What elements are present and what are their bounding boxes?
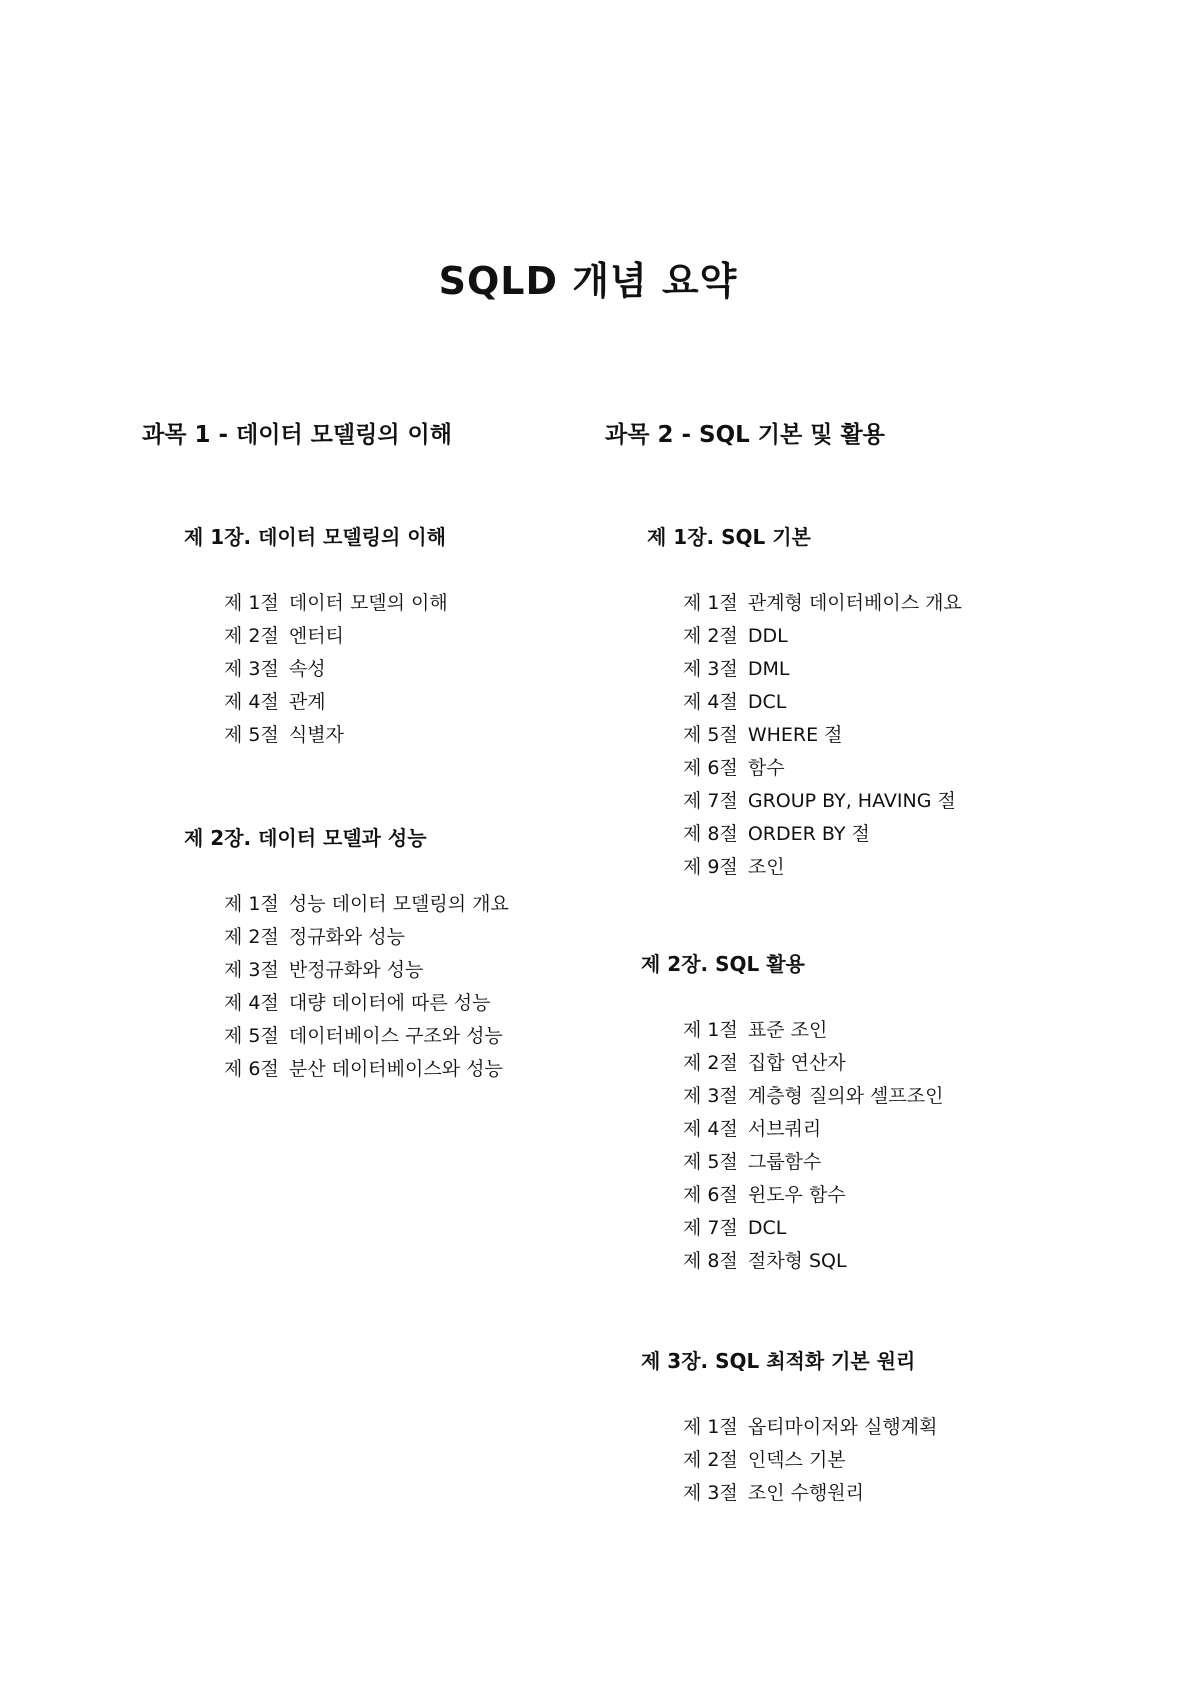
section-item [605, 686, 1075, 719]
section-number: 제 2절 [683, 1052, 738, 1074]
subject-1-column [142, 420, 602, 1086]
section-name: 조인 [747, 856, 785, 878]
subject-2-column [605, 420, 1075, 1510]
section-item [605, 719, 1075, 752]
section-name: DCL [747, 1217, 787, 1239]
section-number: 제 2절 [683, 1449, 738, 1471]
section-number: 제 5절 [683, 724, 738, 746]
section-name: 정규화와 성능 [288, 926, 406, 948]
section-name: 그룹함수 [747, 1151, 822, 1173]
section-item [142, 686, 602, 719]
section-number: 제 5절 [224, 724, 279, 746]
section-item [605, 587, 1075, 620]
section-item [605, 1212, 1075, 1245]
section-item [142, 1053, 602, 1086]
section-name: 옵티마이저와 실행계획 [747, 1416, 938, 1438]
section-item [605, 785, 1075, 818]
section-item [605, 1179, 1075, 1212]
section-name: DML [747, 658, 790, 680]
chapter-title: 제 1장. SQL 기본 [647, 525, 811, 549]
section-item [142, 921, 602, 954]
section-number: 제 8절 [683, 823, 738, 845]
chapter-2-1 [605, 523, 1075, 884]
section-item [142, 653, 602, 686]
section-number: 제 4절 [683, 691, 738, 713]
page-title: SQLD 개념 요약 [438, 259, 738, 304]
section-item [605, 1245, 1075, 1278]
chapter-title: 제 2장. SQL 활용 [641, 952, 805, 976]
section-name: DCL [747, 691, 787, 713]
section-number: 제 7절 [683, 1217, 738, 1239]
section-number: 제 6절 [683, 757, 738, 779]
section-list [142, 888, 602, 1086]
section-number: 제 4절 [224, 992, 279, 1014]
section-name: 절차형 SQL [747, 1250, 847, 1272]
section-number: 제 1절 [224, 592, 279, 614]
section-number: 제 5절 [224, 1025, 279, 1047]
section-name: 인덱스 기본 [747, 1449, 846, 1471]
section-number: 제 2절 [683, 625, 738, 647]
section-name: 표준 조인 [747, 1019, 828, 1041]
subject-title: 과목 1 - 데이터 모델링의 이해 [142, 422, 452, 448]
section-list [605, 1411, 1075, 1510]
section-number: 제 9절 [683, 856, 738, 878]
section-list [142, 587, 602, 752]
section-number: 제 4절 [224, 691, 279, 713]
section-number: 제 1절 [683, 1416, 738, 1438]
section-item [605, 1411, 1075, 1444]
section-number: 제 3절 [224, 959, 279, 981]
chapter-2-2 [605, 950, 1075, 1278]
section-name: 엔터티 [288, 625, 344, 647]
section-name: 서브쿼리 [747, 1118, 822, 1140]
section-number: 제 4절 [683, 1118, 738, 1140]
section-name: GROUP BY, HAVING 절 [747, 790, 956, 812]
section-item [142, 888, 602, 921]
section-number: 제 3절 [683, 1085, 738, 1107]
section-item [605, 1080, 1075, 1113]
section-number: 제 6절 [224, 1058, 279, 1080]
section-name: 성능 데이터 모델링의 개요 [288, 893, 509, 915]
section-item [605, 1477, 1075, 1510]
section-item [605, 818, 1075, 851]
section-name: 집합 연산자 [747, 1052, 846, 1074]
section-number: 제 1절 [224, 893, 279, 915]
chapter-2-3 [605, 1347, 1075, 1510]
section-number: 제 1절 [683, 592, 738, 614]
chapter-1-2 [142, 824, 602, 1086]
section-name: 데이터베이스 구조와 성능 [288, 1025, 503, 1047]
section-item [605, 1047, 1075, 1080]
section-name: 분산 데이터베이스와 성능 [288, 1058, 503, 1080]
section-name: DDL [747, 625, 788, 647]
section-list [605, 587, 1075, 884]
section-name: 윈도우 함수 [747, 1184, 846, 1206]
chapter-1-1 [142, 523, 602, 752]
section-name: 조인 수행원리 [747, 1482, 865, 1504]
section-name: 관계 [288, 691, 326, 713]
section-item [142, 954, 602, 987]
section-name: ORDER BY 절 [747, 823, 870, 845]
section-name: WHERE 절 [747, 724, 843, 746]
section-number: 제 7절 [683, 790, 738, 812]
section-name: 함수 [747, 757, 785, 779]
section-number: 제 2절 [224, 926, 279, 948]
section-item [605, 1444, 1075, 1477]
section-item [605, 1014, 1075, 1047]
chapter-title: 제 1장. 데이터 모델링의 이해 [184, 525, 446, 549]
section-name: 데이터 모델의 이해 [288, 592, 448, 614]
section-item [142, 987, 602, 1020]
subject-title: 과목 2 - SQL 기본 및 활용 [605, 422, 885, 448]
section-item [605, 653, 1075, 686]
section-item [142, 719, 602, 752]
section-item [605, 1113, 1075, 1146]
section-item [605, 1146, 1075, 1179]
section-item [605, 752, 1075, 785]
section-list [605, 1014, 1075, 1278]
chapter-title: 제 3장. SQL 최적화 기본 원리 [641, 1349, 916, 1373]
section-number: 제 1절 [683, 1019, 738, 1041]
section-item [142, 620, 602, 653]
section-name: 반정규화와 성능 [288, 959, 424, 981]
section-item [142, 1020, 602, 1053]
section-number: 제 6절 [683, 1184, 738, 1206]
section-item [605, 620, 1075, 653]
section-name: 계층형 질의와 셀프조인 [747, 1085, 944, 1107]
section-number: 제 2절 [224, 625, 279, 647]
section-number: 제 3절 [683, 1482, 738, 1504]
section-number: 제 8절 [683, 1250, 738, 1272]
section-number: 제 3절 [224, 658, 279, 680]
chapter-title: 제 2장. 데이터 모델과 성능 [184, 826, 427, 850]
section-name: 관계형 데이터베이스 개요 [747, 592, 962, 614]
section-number: 제 5절 [683, 1151, 738, 1173]
section-item [605, 851, 1075, 884]
section-name: 속성 [288, 658, 326, 680]
section-name: 식별자 [288, 724, 344, 746]
section-name: 대량 데이터에 따른 성능 [288, 992, 491, 1014]
section-number: 제 3절 [683, 658, 738, 680]
section-item [142, 587, 602, 620]
